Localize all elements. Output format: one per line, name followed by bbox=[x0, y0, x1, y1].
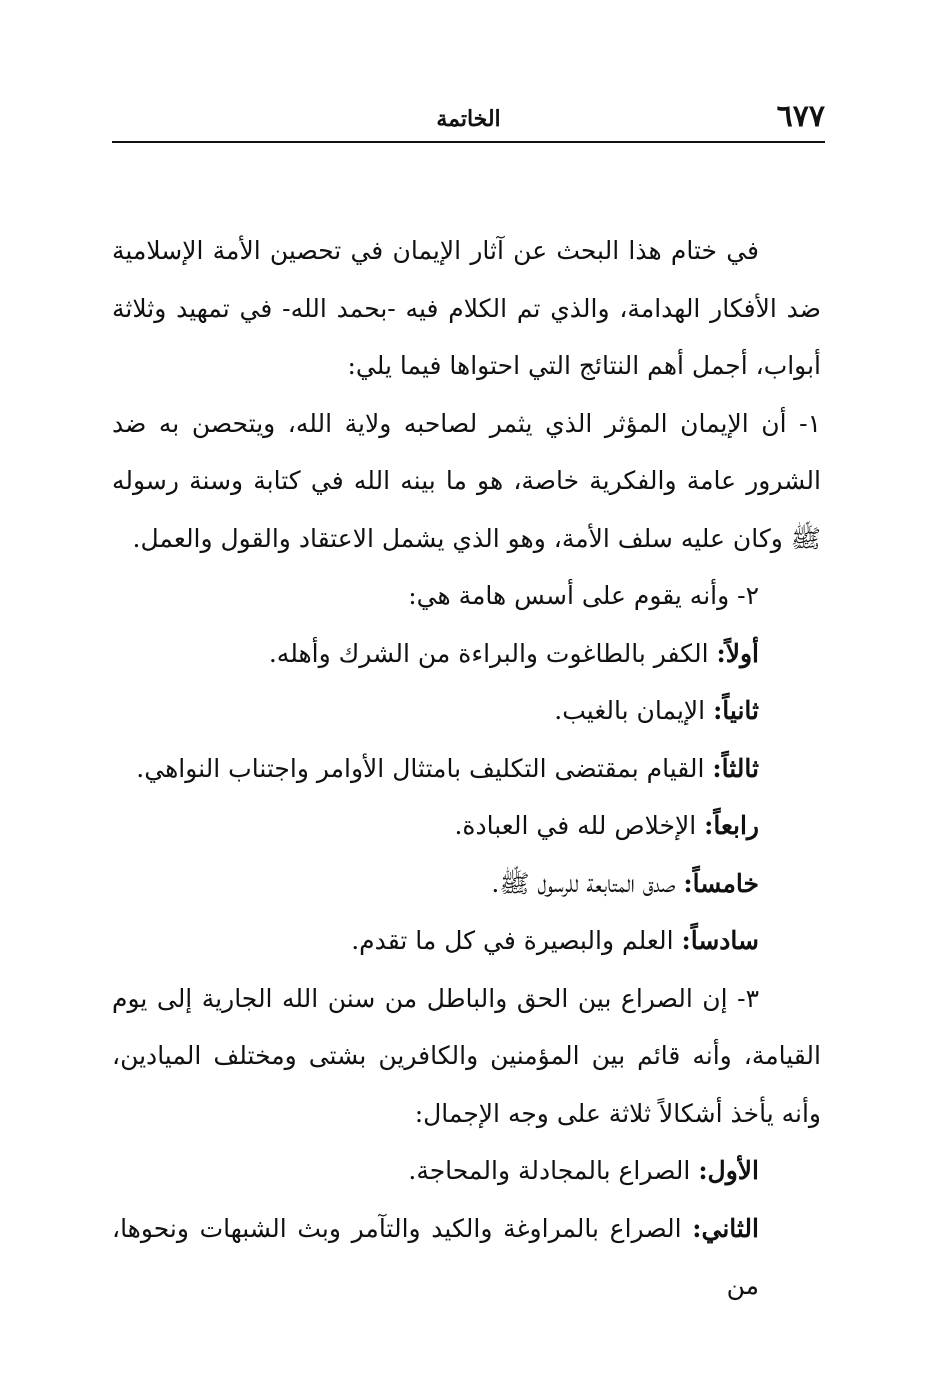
point-2-paragraph: ٢- وأنه يقوم على أسس هامة هي: bbox=[408, 581, 759, 610]
foundation-term: ثالثاً: bbox=[712, 753, 759, 783]
foundation-term: سادساً: bbox=[681, 926, 759, 955]
header-rule bbox=[112, 141, 825, 143]
foundation-item bbox=[112, 855, 821, 913]
foundation-text: العلم والبصيرة في كل ما تقدم. bbox=[351, 926, 682, 955]
foundation-text: الكفر بالطاغوت والبراءة من الشرك وأهله. bbox=[268, 638, 717, 668]
intro-paragraph: في ختام هذا البحث عن آثار الإيمان في تحصين الأمة الإسلامية ضد الأفكار الهدامة، والذي تم الكلام فيه -بحمد الله- في تمهيد وثلاثة أبواب، أجمل أهم النتائج التي احتواها فيما يلي: bbox=[112, 236, 821, 380]
foundation-term: أولاً: bbox=[716, 638, 759, 668]
foundation-text: الإخلاص لله في العبادة. bbox=[454, 811, 705, 840]
point-1-paragraph: ١- أن الإيمان المؤثر الذي يثمر لصاحبه ولاية الله، ويتحصن به ضد الشرور عامة والفكرية خاصة، هو ما بينه الله في كتابة وسنة رسوله ﷺ وكان عليه سلف الأمة، وهو الذي يشمل الاعتقاد والقول والعمل. bbox=[112, 408, 821, 553]
conflict-form-text: الصراع بالمراوغة والكيد والتآمر وبث الشبهات ونحوها، من bbox=[112, 1213, 759, 1300]
conflict-form-item bbox=[112, 1142, 821, 1200]
page-header bbox=[112, 98, 825, 142]
foundation-text: صدق المتابعة للرسول ﷺ. bbox=[491, 868, 684, 898]
body-text bbox=[112, 222, 821, 1315]
foundation-term: خامساً: bbox=[683, 868, 759, 898]
foundation-text: القيام بمقتضى التكليف بامتثال الأوامر واجتناب النواهي. bbox=[136, 753, 713, 783]
foundation-item bbox=[112, 912, 821, 970]
foundation-term: رابعاً: bbox=[704, 811, 759, 840]
foundation-item bbox=[112, 740, 821, 798]
foundation-term: ثانياً: bbox=[713, 696, 759, 725]
foundation-item bbox=[112, 625, 821, 683]
conflict-form-term: الأول: bbox=[698, 1156, 759, 1185]
foundation-item bbox=[112, 797, 821, 855]
conflict-form-item bbox=[112, 1200, 821, 1315]
conflict-form-term: الثاني: bbox=[692, 1213, 759, 1243]
point-3-paragraph: ٣- إن الصراع بين الحق والباطل من سنن الله الجارية إلى يوم القيامة، وأنه قائم بين المؤمنين والكافرين بشتى ومختلف الميادين، وأنه يأخذ أشكالاً ثلاثة على وجه الإجمال: bbox=[112, 983, 821, 1128]
conflict-form-text: الصراع بالمجادلة والمحاجة. bbox=[408, 1156, 699, 1185]
page-number: ٦٧٧ bbox=[776, 99, 825, 134]
running-title: الخاتمة bbox=[436, 106, 501, 132]
foundation-text: الإيمان بالغيب. bbox=[554, 696, 714, 725]
foundation-item bbox=[112, 682, 821, 740]
